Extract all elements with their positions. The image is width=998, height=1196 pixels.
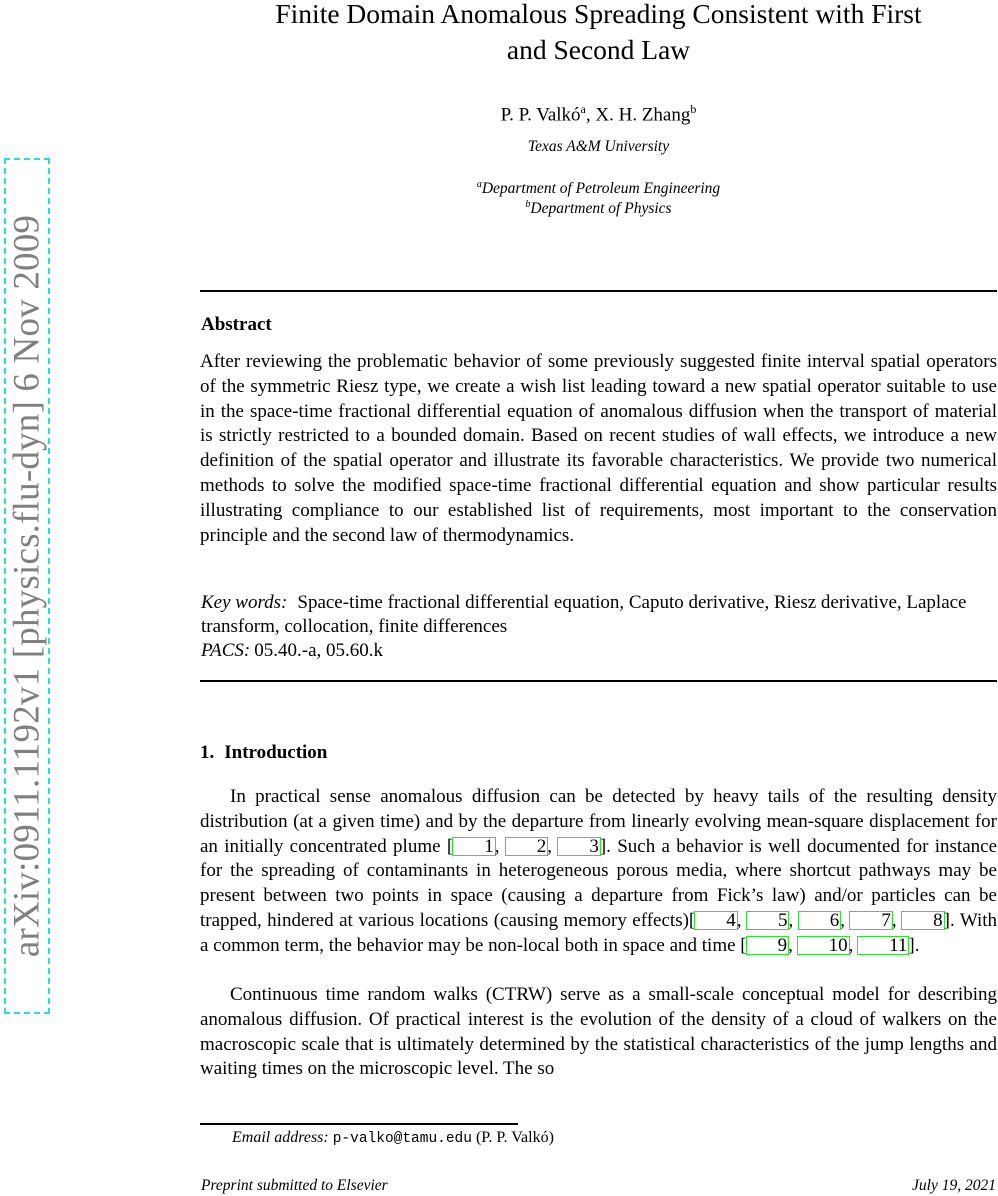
top-rule: [200, 290, 997, 292]
author-1: P. P. Valkó: [500, 104, 581, 126]
citation-link[interactable]: 4: [694, 911, 738, 930]
arxiv-stamp[interactable]: arXiv:0911.1192v1 [physics.flu-dyn] 6 Nov 2009: [6, 214, 48, 958]
affiliation-a: $^a$Department of Petroleum Engineering: [476, 179, 721, 198]
abstract-heading: Abstract: [201, 314, 272, 335]
footnote: [232, 1129, 554, 1147]
author-2-affil: b: [690, 102, 697, 116]
author-2: X. H. Zhang: [595, 104, 691, 126]
section-heading: [200, 742, 327, 764]
email-link[interactable]: p-valko@tamu.edu: [332, 1131, 472, 1147]
bottom-rule: [200, 680, 997, 682]
citation-link[interactable]: 1: [452, 837, 496, 856]
institution: Texas A&M University: [527, 138, 670, 155]
keywords-label: Key words:: [201, 592, 288, 613]
keywords: [201, 591, 997, 663]
citation-link[interactable]: 9: [746, 936, 790, 955]
affiliation-b: $^b$Department of Physics: [525, 199, 672, 218]
title-line-1: Finite Domain Anomalous Spreading Consistent with First: [275, 0, 922, 29]
citation-link[interactable]: 11: [857, 936, 909, 955]
authors: [200, 102, 997, 126]
citation-link[interactable]: 5: [746, 911, 790, 930]
section-number: 1.: [200, 742, 215, 763]
paper-title: [200, 0, 997, 68]
citation-link[interactable]: 3: [557, 837, 601, 856]
footer-date: July 19, 2021: [912, 1177, 996, 1194]
abstract-text: After reviewing the problematic behavior of some previously suggested finite interval spatial operators of the symmetric Riesz type, we create a wish list leading toward a new spatial operator suitable to use in the space-time fractional differential equation of anomalous diffusion when the transport of material is strictly restricted to a bounded domain. Based on recent studies of wall effects, we introduce a new definition of the spatial operator and illustrate its favorable characteristics. We provide two numerical methods to solve the modified space-time fractional differential equation and show particular results illustrating compliance to our established list of requirements, most important to the conservation principle and the second law of thermodynamics.: [200, 351, 997, 546]
footnote-name: (P. P. Valkó): [475, 1129, 554, 1146]
citation-link[interactable]: 10: [797, 936, 850, 955]
citation-link[interactable]: 2: [505, 837, 549, 856]
intro-paragraph-2: Continuous time random walks (CTRW) serve as a small-scale conceptual model for describing anomalous diffusion. Of practical interest is the evolution of the density of a cloud of walkers on the macroscopic scale that is ultimately determined by the statistical characteristics of the jump lengths and waiting times on the microscopic level. The so: [200, 984, 997, 1080]
pacs-label: PACS:: [201, 640, 251, 661]
footer-left: Preprint submitted to Elsevier: [201, 1177, 388, 1194]
author-separator: ,: [585, 104, 596, 126]
author-1-affil: a: [580, 102, 586, 116]
keywords-text: Space-time fractional differential equation, Caputo derivative, Riesz derivative, Laplace transform, collocation, finite differences: [201, 592, 967, 637]
footnote-label: Email address:: [232, 1129, 329, 1146]
intro-paragraph-1: In practical sense anomalous diffusion can be detected by heavy tails of the resulting density distribution (at a given time) and by the departure from linearly evolving mean-square displacement for an initially concentrated plume [ 1, 2, 3]. Such a behavior is well documented for instance for the spreading of contaminants in heterogeneous porous media, where shortcut pathways may be present between two points in space (causing a departure from Fick’s law) and/or particles can be trapped, hindered at various locations (causing memory effects)[ 4, 5, 6, 7, 8]. With a common term, the behavior may be non-local both in space and time [ 9, 10, 11].: [200, 786, 998, 956]
citation-link[interactable]: 8: [901, 911, 945, 930]
title-line-2: and Second Law: [506, 34, 691, 65]
footnote-rule: [200, 1123, 518, 1125]
pacs-text: 05.40.-a, 05.60.k: [254, 640, 384, 661]
citation-link[interactable]: 7: [849, 911, 893, 930]
citation-link[interactable]: 6: [798, 911, 842, 930]
section-title: Introduction: [224, 742, 328, 763]
